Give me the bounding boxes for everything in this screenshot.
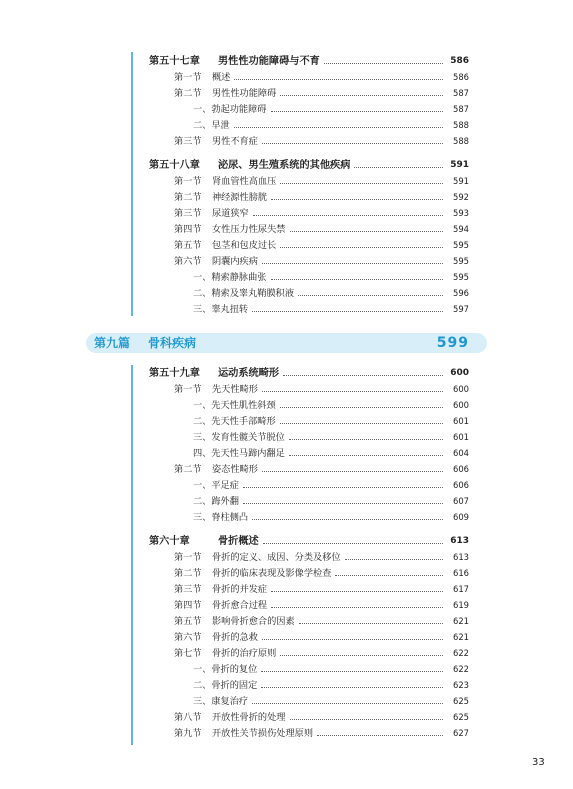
toc-leader-dots xyxy=(290,231,444,232)
toc-leader-dots xyxy=(335,575,443,576)
toc-section-label: 第三节 xyxy=(174,208,202,219)
toc-chapter-label: 第五十八章 xyxy=(149,160,200,171)
toc-entry-title: 骨折的急救 xyxy=(212,632,258,643)
toc-page-number: 597 xyxy=(453,304,469,314)
toc-leader-dots xyxy=(262,471,443,472)
toc-section-label: 第三节 xyxy=(174,584,202,595)
toc-leader-dots xyxy=(252,311,443,312)
toc-leader-dots xyxy=(283,375,443,376)
toc-leader-dots xyxy=(280,95,443,96)
toc-section-label: 第六节 xyxy=(174,256,202,267)
toc-entry-title: 男性不育症 xyxy=(212,136,258,147)
toc-leader-dots xyxy=(262,639,443,640)
toc-entry-title: 三、发育性髋关节脱位 xyxy=(193,432,285,443)
toc-page-number: 613 xyxy=(453,552,469,562)
toc-entry-title: 阴囊内疾病 xyxy=(212,256,258,267)
toc-subsection-row[interactable] xyxy=(0,270,573,285)
toc-leader-dots xyxy=(243,487,443,488)
toc-entry-title: 一、勃起功能障碍 xyxy=(193,104,267,115)
toc-entry-title: 二、早泄 xyxy=(193,120,230,131)
toc-page-number: 619 xyxy=(453,600,469,610)
toc-section-row[interactable] xyxy=(0,614,573,629)
toc-entry-title: 四、先天性马蹄内翻足 xyxy=(193,448,285,459)
toc-leader-dots xyxy=(298,295,443,296)
toc-subsection-row[interactable] xyxy=(0,446,573,461)
toc-entry-title: 开放性关节损伤处理原则 xyxy=(212,728,314,739)
toc-entry-title: 运动系统畸形 xyxy=(218,368,280,379)
toc-entry-title: 一、平足症 xyxy=(193,480,239,491)
toc-leader-dots xyxy=(262,143,443,144)
toc-page-number: 592 xyxy=(453,192,469,202)
toc-page-number: 616 xyxy=(453,568,469,578)
toc-entry-title: 骨折的治疗原则 xyxy=(212,648,277,659)
toc-section-label: 第三节 xyxy=(174,136,202,147)
toc-section-row[interactable] xyxy=(0,462,573,477)
toc-entry-title: 骨折的临床表现及影像学检查 xyxy=(212,568,332,579)
part-heading xyxy=(86,333,487,353)
toc-subsection-row[interactable] xyxy=(0,478,573,493)
toc-page-number: 622 xyxy=(453,664,469,674)
toc-leader-dots xyxy=(299,623,443,624)
toc-section-row[interactable] xyxy=(0,630,573,645)
toc-section-row[interactable] xyxy=(0,238,573,253)
toc-section-label: 第一节 xyxy=(174,552,202,563)
toc-entry-title: 泌尿、男生殖系统的其他疾病 xyxy=(218,160,351,171)
toc-section-label: 第一节 xyxy=(174,72,202,83)
toc-leader-dots xyxy=(280,655,443,656)
toc-entry-title: 开放性骨折的处理 xyxy=(212,712,286,723)
toc-entry-title: 影响骨折愈合的因素 xyxy=(212,616,295,627)
toc-leader-dots xyxy=(253,215,443,216)
toc-leader-dots xyxy=(261,671,443,672)
toc-leader-dots xyxy=(280,183,443,184)
toc-page-number: 595 xyxy=(453,256,469,266)
toc-entry-title: 二、精索及睾丸鞘膜积液 xyxy=(193,288,295,299)
toc-page-number: 606 xyxy=(453,480,469,490)
toc-page-number: 625 xyxy=(453,712,469,722)
toc-subsection-row[interactable] xyxy=(0,302,573,317)
toc-page-number: 586 xyxy=(453,72,469,82)
toc-leader-dots xyxy=(263,543,443,544)
toc-leader-dots xyxy=(324,63,443,64)
toc-page-number: 613 xyxy=(450,536,469,546)
toc-section-row[interactable] xyxy=(0,598,573,613)
toc-entry-title: 肾血管性高血压 xyxy=(212,176,277,187)
toc-entry-title: 三、脊柱侧凸 xyxy=(193,512,249,523)
toc-entry-title: 男性性功能障碍与不育 xyxy=(218,56,320,67)
toc-subsection-row[interactable] xyxy=(0,414,573,429)
toc-section-row[interactable] xyxy=(0,710,573,725)
toc-page-number: 606 xyxy=(453,464,469,474)
toc-entry-title: 二、踇外翻 xyxy=(193,496,239,507)
toc-leader-dots xyxy=(252,519,443,520)
toc-chapter-row[interactable] xyxy=(0,158,573,173)
toc-page-number: 621 xyxy=(453,616,469,626)
toc-entry-title: 包茎和包皮过长 xyxy=(212,240,277,251)
toc-page-number: 601 xyxy=(453,416,469,426)
toc-chapter-row[interactable] xyxy=(0,366,573,381)
toc-page-number: 600 xyxy=(450,368,469,378)
toc-section-label: 第九节 xyxy=(174,728,202,739)
toc-page-number: 591 xyxy=(450,160,469,170)
toc-leader-dots xyxy=(271,279,444,280)
toc-section-row[interactable] xyxy=(0,254,573,269)
toc-subsection-row[interactable] xyxy=(0,662,573,677)
toc-section-label: 第四节 xyxy=(174,224,202,235)
toc-entry-title: 一、骨折的复位 xyxy=(193,664,258,675)
toc-leader-dots xyxy=(354,167,443,168)
toc-subsection-row[interactable] xyxy=(0,510,573,525)
toc-section-label: 第二节 xyxy=(174,568,202,579)
toc-section-row[interactable] xyxy=(0,566,573,581)
toc-subsection-row[interactable] xyxy=(0,678,573,693)
toc-entry-title: 概述 xyxy=(212,72,231,83)
toc-entry-title: 二、骨折的固定 xyxy=(193,680,258,691)
toc-leader-dots xyxy=(234,127,443,128)
toc-section-row[interactable] xyxy=(0,646,573,661)
page-number: 33 xyxy=(532,757,545,768)
toc-leader-dots xyxy=(262,391,443,392)
toc-section-label: 第五节 xyxy=(174,616,202,627)
toc-leader-dots xyxy=(280,423,443,424)
toc-leader-dots xyxy=(252,703,443,704)
toc-page-number: 607 xyxy=(453,496,469,506)
toc-section-label: 第四节 xyxy=(174,600,202,611)
toc-page-number: 609 xyxy=(453,512,469,522)
toc-section-label: 第二节 xyxy=(174,464,202,475)
toc-subsection-row[interactable] xyxy=(0,494,573,509)
toc-section-label: 第七节 xyxy=(174,648,202,659)
toc-subsection-row[interactable] xyxy=(0,694,573,709)
toc-section-row[interactable] xyxy=(0,86,573,101)
toc-section-row[interactable] xyxy=(0,550,573,565)
toc-section-row[interactable] xyxy=(0,174,573,189)
toc-entry-title: 骨折概述 xyxy=(218,536,259,547)
toc-page-number: 604 xyxy=(453,448,469,458)
toc-section-label: 第五节 xyxy=(174,240,202,251)
toc-section-label: 第一节 xyxy=(174,384,202,395)
toc-section-label: 第八节 xyxy=(174,712,202,723)
toc-entry-title: 骨折的定义、成因、分类及移位 xyxy=(212,552,341,563)
toc-leader-dots xyxy=(234,79,443,80)
part-title: 骨科疾病 xyxy=(148,336,197,350)
toc-chapter-row[interactable] xyxy=(0,54,573,69)
toc-section-row[interactable] xyxy=(0,382,573,397)
toc-leader-dots xyxy=(271,199,443,200)
toc-section-label: 第二节 xyxy=(174,88,202,99)
toc-leader-dots xyxy=(289,455,443,456)
toc-page-number: 586 xyxy=(450,56,469,66)
toc-chapter-label: 第五十九章 xyxy=(149,368,200,379)
toc-page-number: 596 xyxy=(453,288,469,298)
toc-leader-dots xyxy=(271,591,443,592)
toc-page-number: 588 xyxy=(453,136,469,146)
toc-leader-dots xyxy=(243,503,443,504)
part-label: 第九篇 xyxy=(94,336,131,350)
toc-section-row[interactable] xyxy=(0,70,573,85)
toc-leader-dots xyxy=(345,559,443,560)
toc-subsection-row[interactable] xyxy=(0,118,573,133)
toc-page-number: 617 xyxy=(453,584,469,594)
toc-page-number: 601 xyxy=(453,432,469,442)
toc-entry-title: 骨折愈合过程 xyxy=(212,600,268,611)
toc-page-number: 588 xyxy=(453,120,469,130)
toc-leader-dots xyxy=(280,407,443,408)
toc-page-number: 587 xyxy=(453,88,469,98)
toc-chapter-label: 第五十七章 xyxy=(149,56,200,67)
toc-entry-title: 一、先天性肌性斜颈 xyxy=(193,400,276,411)
toc-page-number: 595 xyxy=(453,272,469,282)
toc-section-row[interactable] xyxy=(0,190,573,205)
toc-section-label: 第一节 xyxy=(174,176,202,187)
toc-chapter-label: 第六十章 xyxy=(149,536,190,547)
toc-page-number: 625 xyxy=(453,696,469,706)
toc-entry-title: 尿道狭窄 xyxy=(212,208,249,219)
toc-entry-title: 三、睾丸扭转 xyxy=(193,304,249,315)
toc-subsection-row[interactable] xyxy=(0,286,573,301)
toc-chapter-row[interactable] xyxy=(0,534,573,549)
toc-entry-title: 姿态性畸形 xyxy=(212,464,258,475)
toc-section-row[interactable] xyxy=(0,582,573,597)
toc-leader-dots xyxy=(261,687,443,688)
toc-entry-title: 二、先天性手部畸形 xyxy=(193,416,276,427)
toc-section-label: 第六节 xyxy=(174,632,202,643)
toc-section-row[interactable] xyxy=(0,726,573,741)
toc-entry-title: 一、精索静脉曲张 xyxy=(193,272,267,283)
toc-leader-dots xyxy=(280,247,443,248)
toc-page-number: 600 xyxy=(453,400,469,410)
toc-subsection-row[interactable] xyxy=(0,102,573,117)
toc-page-number: 593 xyxy=(453,208,469,218)
toc-section-row[interactable] xyxy=(0,222,573,237)
toc-page-number: 622 xyxy=(453,648,469,658)
toc-entry-title: 骨折的并发症 xyxy=(212,584,268,595)
toc-leader-dots xyxy=(262,263,443,264)
part-page: 599 xyxy=(436,335,469,351)
toc-page-number: 587 xyxy=(453,104,469,114)
toc-section-label: 第二节 xyxy=(174,192,202,203)
toc-leader-dots xyxy=(271,607,443,608)
toc-page-number: 594 xyxy=(453,224,469,234)
toc-leader-dots xyxy=(271,111,444,112)
toc-subsection-row[interactable] xyxy=(0,430,573,445)
toc-page-number: 621 xyxy=(453,632,469,642)
toc-page-number: 591 xyxy=(453,176,469,186)
toc-section-row[interactable] xyxy=(0,134,573,149)
toc-page-number: 600 xyxy=(453,384,469,394)
toc-entry-title: 女性压力性尿失禁 xyxy=(212,224,286,235)
toc-page-number: 595 xyxy=(453,240,469,250)
toc-entry-title: 神经源性膀胱 xyxy=(212,192,268,203)
toc-page-number: 623 xyxy=(453,680,469,690)
toc-leader-dots xyxy=(317,735,443,736)
toc-section-row[interactable] xyxy=(0,206,573,221)
toc-entry-title: 三、康复治疗 xyxy=(193,696,249,707)
toc-entry-title: 先天性畸形 xyxy=(212,384,258,395)
toc-leader-dots xyxy=(289,439,443,440)
toc-entry-title: 男性性功能障碍 xyxy=(212,88,277,99)
toc-subsection-row[interactable] xyxy=(0,398,573,413)
toc-page-number: 627 xyxy=(453,728,469,738)
toc-leader-dots xyxy=(290,719,444,720)
